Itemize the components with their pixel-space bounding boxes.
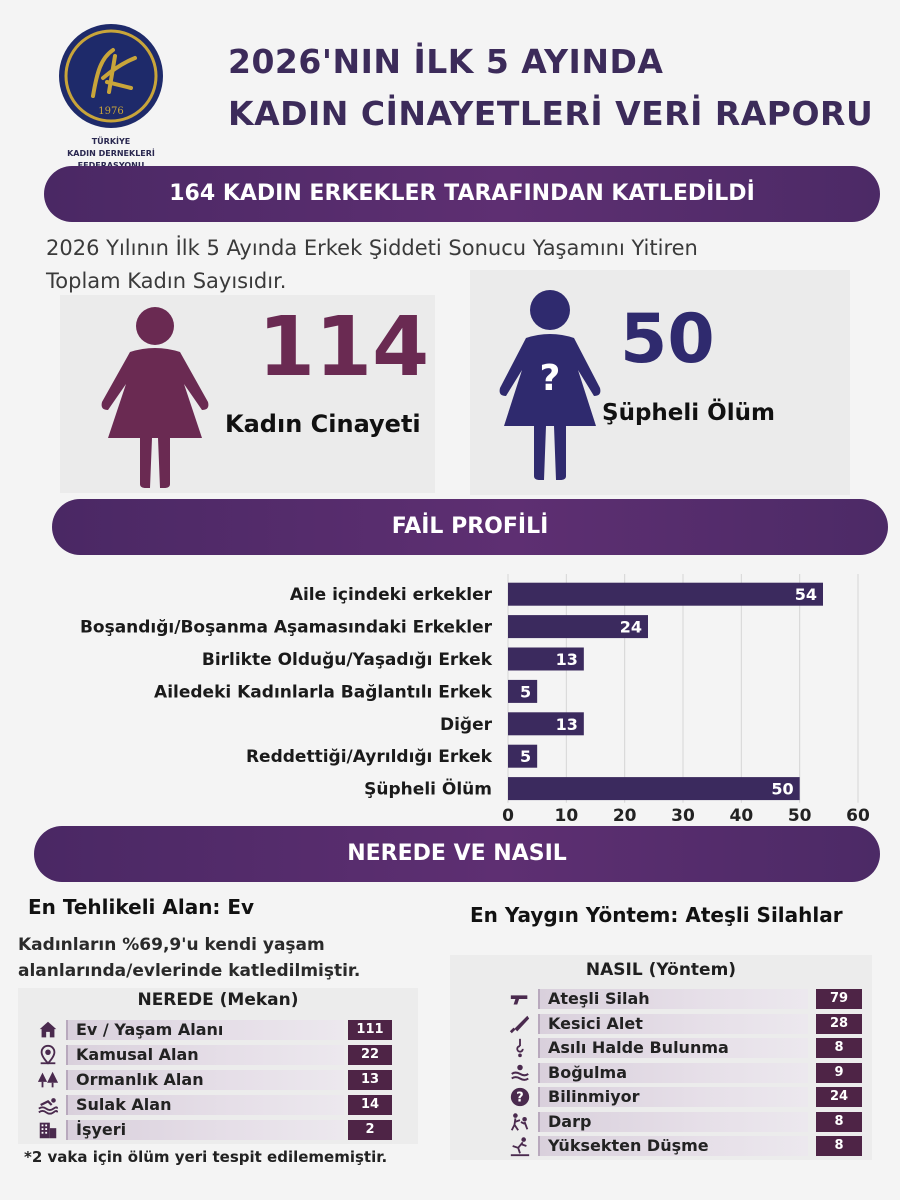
bar [508,777,800,800]
where-row-bar [66,1070,344,1090]
suspect-label: Şüpheli Ölüm [602,400,775,426]
logo-year: 1976 [98,106,124,117]
org-line-1: TÜRKİYE [91,137,131,146]
question-icon [506,1086,534,1108]
x-tick-label: 10 [554,805,579,826]
how-row [506,1062,862,1084]
where-row-value: 2 [348,1120,392,1140]
bar-value-label: 50 [771,779,794,799]
how-row-label: Asılı Halde Bulunma [548,1038,729,1057]
where-row-value: 111 [348,1020,392,1040]
suspect-count: 50 [620,300,715,379]
federation-logo [57,22,165,130]
where-row-bar [66,1120,344,1140]
building-icon [34,1119,62,1141]
how-row [506,1013,862,1035]
perpetrator-profile-banner: FAİL PROFİLİ [52,499,888,555]
where-row-label: Kamusal Alan [76,1045,199,1064]
how-row-value: 8 [816,1136,862,1156]
how-row-bar [538,989,808,1009]
how-row-label: Yüksekten Düşme [548,1136,709,1155]
where-row-label: İşyeri [76,1120,127,1139]
murder-label: Kadın Cinayeti [225,410,421,438]
where-row-label: Sulak Alan [76,1095,172,1114]
method-title: En Yaygın Yöntem: Ateşli Silahlar [470,903,843,927]
where-row [34,1119,394,1141]
svg-text:?: ? [516,1090,524,1106]
how-row-value: 28 [816,1014,862,1034]
how-row-label: Ateşli Silah [548,989,650,1008]
category-label: Şüpheli Ölüm [364,779,492,800]
how-row-label: Kesici Alet [548,1013,643,1033]
x-tick-label: 30 [671,805,695,826]
where-row-value: 14 [348,1095,392,1115]
how-row [506,1086,862,1108]
assault-icon [506,1111,534,1133]
where-row [34,1069,394,1091]
x-tick-label: 60 [846,805,870,826]
total-victims-banner: 164 KADIN ERKEKLER TARAFINDAN KATLEDİLDİ [44,166,880,222]
knife-icon [506,1013,534,1035]
bar [508,583,823,606]
murder-count: 114 [258,300,430,395]
title-line-2: KADIN CİNAYETLERİ VERİ RAPORU [228,94,874,133]
where-row-value: 22 [348,1045,392,1065]
category-label: Birlikte Olduğu/Yaşadığı Erkek [201,650,492,670]
how-row-label: Bilinmiyor [548,1087,640,1106]
bar-value-label: 54 [794,585,817,605]
subtitle-line-2: Toplam Kadın Sayısıdır. [46,269,287,293]
category-label: Aile içindeki erkekler [289,585,492,606]
title-line-1: 2026'NIN İLK 5 AYINDA [228,42,664,81]
bar-value-label: 5 [520,682,532,702]
woman-icon [100,306,210,488]
where-table-title: NEREDE (Mekan) [137,990,299,1010]
danger-text-line-2: alanlarında/evlerinde katledilmiştir. [18,961,361,981]
woman-question-icon [498,288,602,480]
where-row [34,1019,394,1041]
subtitle-line-1: 2026 Yılının İlk 5 Ayında Erkek Şiddeti Sonucu Yaşamını Yitiren [46,236,698,260]
x-tick-label: 20 [612,805,637,826]
how-row-bar [538,1087,808,1107]
category-label: Diğer [439,714,492,735]
where-and-how-banner: NEREDE VE NASIL [34,826,880,882]
location-pin-icon [34,1044,62,1066]
category-label: Ailedeki Kadınlarla Bağlantılı Erkek [154,682,492,703]
how-row-value: 8 [816,1038,862,1058]
where-row-bar [66,1020,344,1040]
bar-value-label: 13 [555,650,578,669]
bar-value-label: 24 [619,617,642,637]
svg-text:?: ? [539,358,561,399]
how-row [506,1111,862,1133]
how-row-value: 79 [816,989,862,1009]
hanging-hook-icon [506,1037,534,1059]
danger-title: En Tehlikeli Alan: Ev [28,895,255,919]
how-table-title: NASIL (Yöntem) [585,960,737,980]
swimmer-icon [34,1094,62,1116]
how-row [506,988,862,1010]
how-row-bar [538,1014,808,1034]
bar-value-label: 13 [555,714,578,734]
drowning-icon [506,1062,534,1084]
how-row-bar [538,1063,808,1083]
how-row [506,1135,862,1157]
how-row-label: Boğulma [548,1062,627,1082]
bar-value-label: 5 [520,747,532,767]
where-row-label: Ormanlık Alan [76,1070,204,1089]
where-row-value: 13 [348,1070,392,1090]
danger-text-line-1: Kadınların %69,9'u kendi yaşam [18,935,325,955]
gun-icon [506,988,534,1010]
footnote: *2 vaka için ölüm yeri tespit edilememiştir. [24,1148,388,1166]
how-row-value: 8 [816,1112,862,1132]
house-icon [34,1019,62,1041]
how-row-bar [538,1038,808,1058]
how-row-value: 9 [816,1063,862,1083]
category-label: Boşandığı/Boşanma Aşamasındaki Erkekler [79,617,492,638]
trees-icon [34,1069,62,1091]
x-tick-label: 50 [787,805,812,826]
how-row-value: 24 [816,1087,862,1107]
org-line-2: KADIN DERNEKLERİ [67,149,155,158]
page-title [228,36,878,140]
where-row [34,1094,394,1116]
x-tick-label: 0 [502,805,514,826]
where-row-bar [66,1045,344,1065]
where-row [34,1044,394,1066]
how-row-label: Darp [548,1111,592,1131]
perpetrator-bar-chart [0,568,900,826]
how-row [506,1037,862,1059]
where-row-bar [66,1095,344,1115]
how-row-bar [538,1136,808,1156]
where-row-label: Ev / Yaşam Alanı [76,1020,224,1039]
danger-description [18,932,438,984]
category-label: Reddettiği/Ayrıldığı Erkek [245,747,492,768]
how-row-bar [538,1112,808,1132]
fall-icon [506,1135,534,1157]
x-tick-label: 40 [729,805,754,826]
